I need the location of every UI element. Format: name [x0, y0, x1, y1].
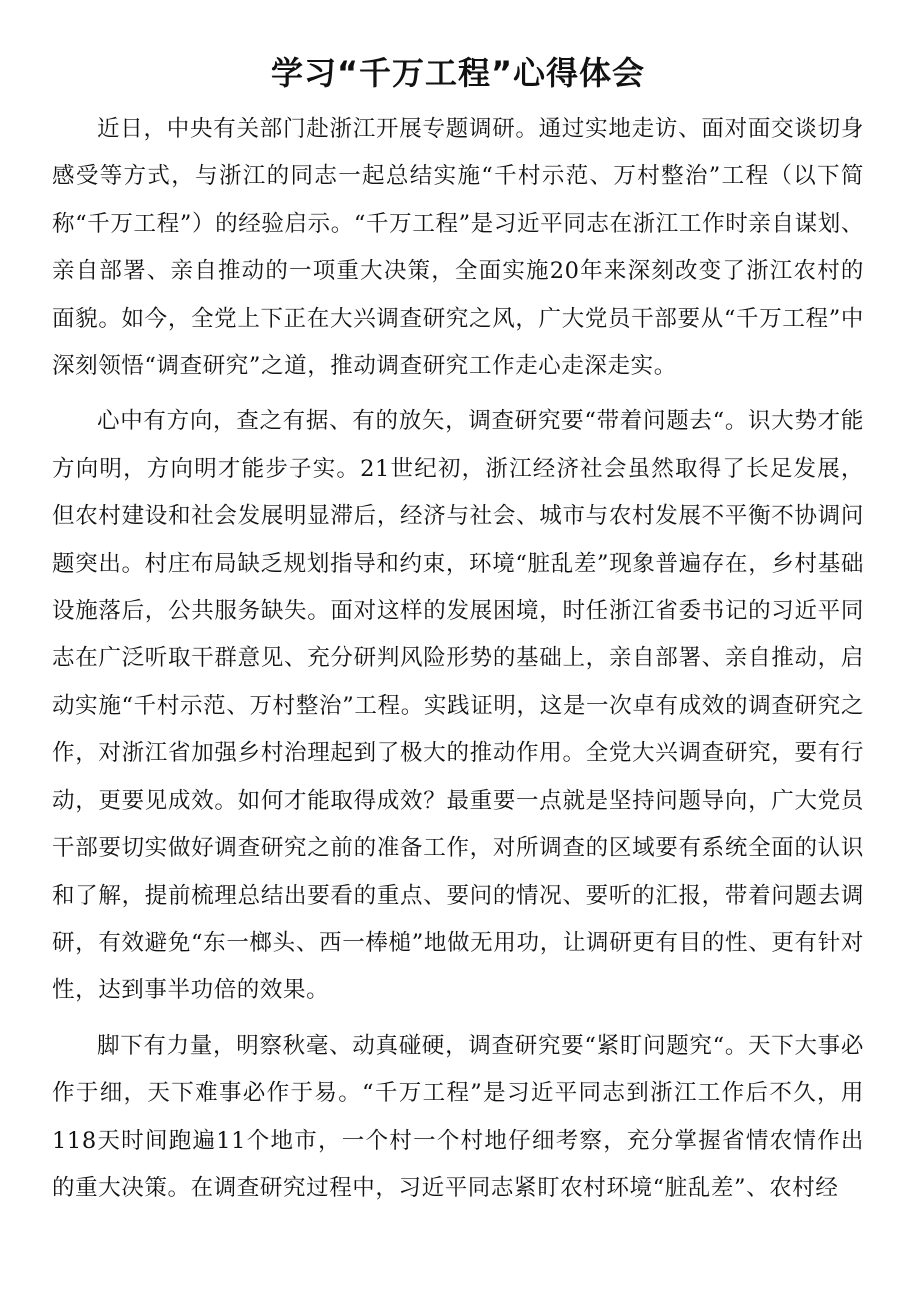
paragraph-1: 近日，中央有关部门赴浙江开展专题调研。通过实地走访、面对面交谈切身感受等方式，与浙江的同志一起总结实施“千村示范、万村整治”工程（以下简称“千万工程”）的经验启示。“千万工程”是习近平同志在浙江工作时亲自谋划、亲自部署、亲自推动的一项重大决策，全面实施20年来深刻改变了浙江农村的面貌。如今，全党上下正在大兴调查研究之风，广大党员干部要从“千万工程”中深刻领悟“调查研究”之道，推动调查研究工作走心走深走实。 [52, 116, 864, 380]
paragraph-3: 脚下有力量，明察秋毫、动真碰硬，调查研究要“紧盯问题究“。天下大事必作于细，天下难事必作于易。“千万工程”是习近平同志到浙江工作后不久，用118天时间跑遍11个地市，一个村一个村地仔细考察，充分掌握省情农情作出的重大决策。在调查研究过程中，习近平同志紧盯农村环境“脏乱差”、农村经 [52, 1032, 864, 1201]
document-title: 学习“千万工程”心得体会 [270, 54, 646, 92]
paragraph-2: 心中有方向，查之有据、有的放矢，调查研究要“带着问题去“。识大势才能方向明，方向明才能步子实。21世纪初，浙江经济社会虽然取得了长足发展，但农村建设和社会发展明显滞后，经济与社会、城市与农村发展不平衡不协调问题突出。村庄布局缺乏规划指导和约束，环境“脏乱差”现象普遍存在，乡村基础设施落后，公共服务缺失。面对这样的发展困境，时任浙江省委书记的习近平同志在广泛听取干群意见、充分研判风险形势的基础上，亲自部署、亲自推动，启动实施“千村示范、万村整治”工程。实践证明，这是一次卓有成效的调查研究之作，对浙江省加强乡村治理起到了极大的推动作用。全党大兴调查研究，要有行动，更要见成效。如何才能取得成效？最重要一点就是坚持问题导向，广大党员干部要切实做好调查研究之前的准备工作，对所调查的区域要有系统全面的认识和了解，提前梳理总结出要看的重点、要问的情况、要听的汇报，带着问题去调研，有效避免“东一榔头、西一棒槌”地做无用功，让调研更有目的性、更有针对性，达到事半功倍的效果。 [52, 408, 864, 1004]
